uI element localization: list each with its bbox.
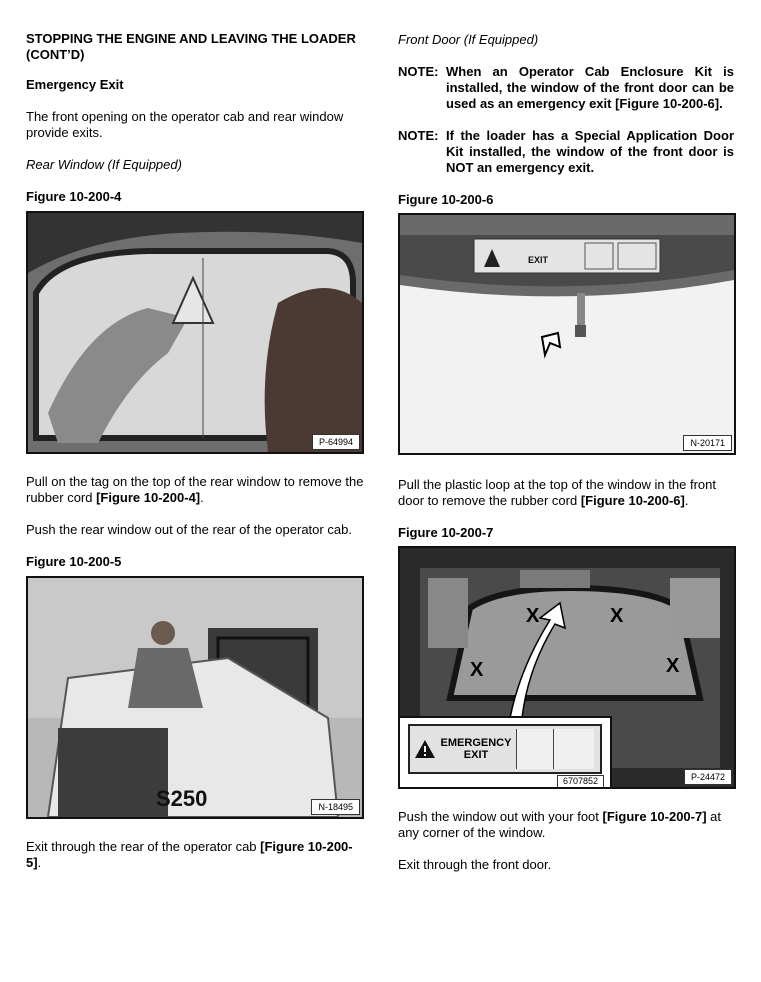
figure-5-photo — [26, 576, 364, 819]
figure-6-code: N-20171 — [683, 435, 732, 451]
section-heading: Emergency Exit — [26, 77, 124, 92]
corner-marker-bottom-right: X — [666, 655, 680, 677]
note-1 — [398, 64, 734, 112]
page-heading: STOPPING THE ENGINE AND LEAVING THE LOADER (CONT’D) — [26, 31, 356, 62]
exit-rear-paragraph: Exit through the rear of the operator cab [Figure 10-200-5]. — [26, 839, 353, 870]
figure-6-ref: [Figure 10-200-6] — [580, 493, 685, 508]
intro-paragraph: The front opening on the operator cab and rear window provide exits. — [26, 109, 344, 140]
figure-5-ref: [Figure 10-200-5] — [26, 839, 353, 870]
note-label: NOTE: — [398, 64, 439, 79]
model-label: S250 — [156, 786, 208, 811]
decal-panel-1-icon — [516, 729, 553, 769]
figure-7-code: P-24472 — [684, 769, 732, 785]
figure-7-photo — [398, 546, 736, 789]
figure-5-label: Figure 10-200-5 — [26, 554, 122, 569]
push-rear-paragraph: Push the rear window out of the rear of the operator cab. — [26, 522, 352, 537]
front-door-title: Front Door (If Equipped) — [398, 32, 539, 47]
pull-tag-paragraph: Pull on the tag on the top of the rear window to remove the rubber cord [Figure 10-200-4]. — [26, 474, 364, 505]
figure-4-ref: [Figure 10-200-4] — [96, 490, 201, 505]
figure-6-photo — [398, 213, 736, 455]
figure-4-label: Figure 10-200-4 — [26, 189, 122, 204]
emergency-exit-decal-inset — [398, 716, 612, 789]
note-label: NOTE: — [398, 128, 439, 143]
figure-4-photo — [26, 211, 364, 454]
rear-window-illustration — [28, 213, 362, 452]
decal-code: 6707852 — [557, 775, 604, 788]
figure-5-code: N-18495 — [311, 799, 360, 815]
note-1-text: When an Operator Cab Enclosure Kit is installed, the window of the front door can be used as an emergency exit [Figure 10-200-6]. — [446, 64, 734, 111]
loader-illustration — [28, 578, 362, 817]
emergency-exit-decal — [408, 724, 602, 774]
rear-window-title: Rear Window (If Equipped) — [26, 157, 182, 172]
corner-marker-top-left: X — [526, 605, 540, 627]
note-2 — [398, 128, 734, 176]
corner-marker-bottom-left: X — [470, 659, 484, 681]
front-window-illustration — [400, 215, 734, 453]
figure-6-label: Figure 10-200-6 — [398, 192, 494, 207]
exit-decal: EXIT — [528, 255, 549, 265]
pull-loop-paragraph: Pull the plastic loop at the top of the window in the front door to remove the rubber cord [Figure 10-200-6]. — [398, 477, 716, 508]
figure-7-label: Figure 10-200-7 — [398, 525, 494, 540]
push-foot-paragraph: Push the window out with your foot [Figure 10-200-7] at any corner of the window. — [398, 809, 722, 840]
figure-4-code: P-64994 — [312, 434, 360, 450]
figure-7-ref: [Figure 10-200-7] — [602, 809, 707, 824]
decal-text: EMERGENCY EXIT — [440, 737, 512, 761]
warning-triangle-icon — [414, 739, 436, 759]
note-2-text: If the loader has a Special Application Door Kit installed, the window of the front door is NOT an emergency exit. — [446, 128, 734, 175]
corner-marker-top-right: X — [610, 605, 624, 627]
decal-panel-2-icon — [553, 729, 594, 769]
exit-front-paragraph: Exit through the front door. — [398, 857, 552, 872]
